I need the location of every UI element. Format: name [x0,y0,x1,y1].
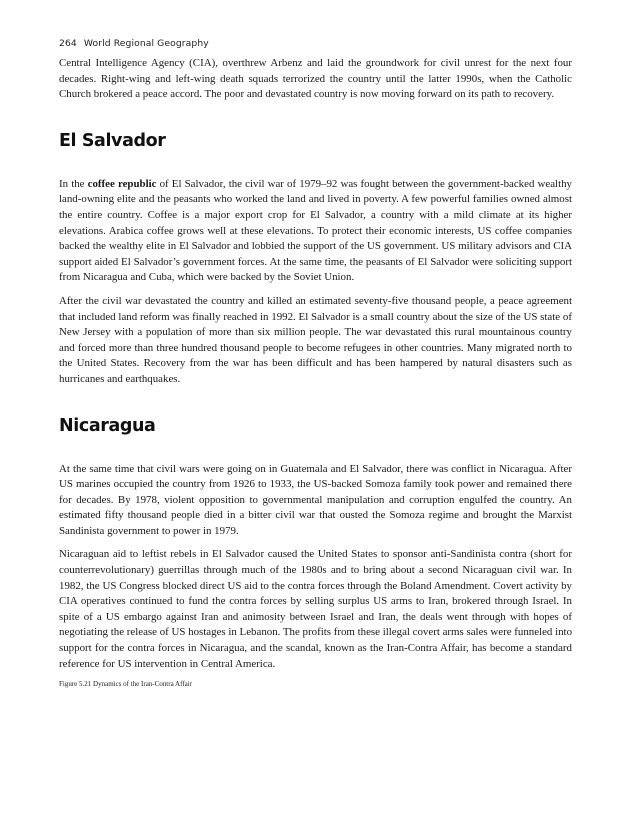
el-salvador-p1-body: of El Salvador, the civil war of 1979–92 was fought between the government-backed wealthy land-owning elite and the peasants who worked the land and lived in poverty. A few powerful families owned almost the entire country. Coffee is a major export crop for El Salvador, a country with a mild climate at its higher elevations. Arabica coffee grows well at these elevations. To protect their economic interests, US coffee companies backed the wealthy elite in El Salvador and lobbied the support of the US government. US military advisors and CIA support aided El Salvador’s government forces. At the same time, the peasants of El Salvador were soliciting support from Nicaragua and Cuba, which were backed by the Soviet Union. [59,177,572,284]
el-salvador-paragraph-1 [59,177,572,286]
section-heading-el-salvador: El Salvador [59,130,166,151]
book-title: World Regional Geography [83,38,209,49]
section-heading-nicaragua: Nicaragua [59,415,156,436]
el-salvador-p1-lead: In the [59,177,88,190]
page-content [59,38,572,688]
page-number: 264 [59,38,77,49]
figure-caption: Figure 5.21 Dynamics of the Iran-Contra Affair [59,680,193,689]
coffee-republic-term: coffee republic [87,177,157,190]
running-header [59,38,572,49]
el-salvador-paragraph-2: After the civil war devastated the country and killed an estimated seventy-five thousand people, a peace agreement that included land reform was finally reached in 1992. El Salvador is a small country about the size of the US state of New Jersey with a population of more than six million people. The war devastated this rural mountainous country and forced more than three hundred thousand people to become refugees in other countries. Many migrated north to the United States. Recovery from the war has been difficult and has been hampered by natural disasters such as hurricanes and earthquakes. [59,294,572,385]
nicaragua-paragraph-2: Nicaraguan aid to leftist rebels in El Salvador caused the United States to sponsor anti-Sandinista contra (short for counterrevolutionary) guerrillas through much of the 1980s and to bring about a second Nicaraguan civil war. In 1982, the US Congress blocked direct US aid to the contra forces through the Boland Amendment. Covert activity by CIA operatives continued to fund the contra forces by selling surplus US arms to Iran, brokered through Israel. In spite of a US embargo against Iran and animosity between Israel and Iran, the deals went through with hopes of negotiating the release of US hostages in Lebanon. The profits from these illegal covert arms sales were funneled into support for the contra forces in Nicaragua, and the scandal, known as the Iran-Contra Affair, has become a standard reference for US intervention in Central America. [59,548,573,670]
nicaragua-paragraph-1: At the same time that civil wars were going on in Guatemala and El Salvador, there was conflict in Nicaragua. After US marines occupied the country from 1926 to 1933, the US-backed Somoza family took power and remained there for decades. By 1978, violent opposition to governmental manipulation and corruption engulfed the country. An estimated fifty thousand people died in a bitter civil war that ousted the Somoza regime and brought the Marxist Sandinista government to power in 1979. [59,462,572,537]
intro-paragraph: Central Intelligence Agency (CIA), overthrew Arbenz and laid the groundwork for civil unrest for the next four decades. Right-wing and left-wing death squads terrorized the country until the latter 1990s, when the Catholic Church brokered a peace accord. The poor and devastated country is now moving forward on its path to recovery. [59,57,572,101]
